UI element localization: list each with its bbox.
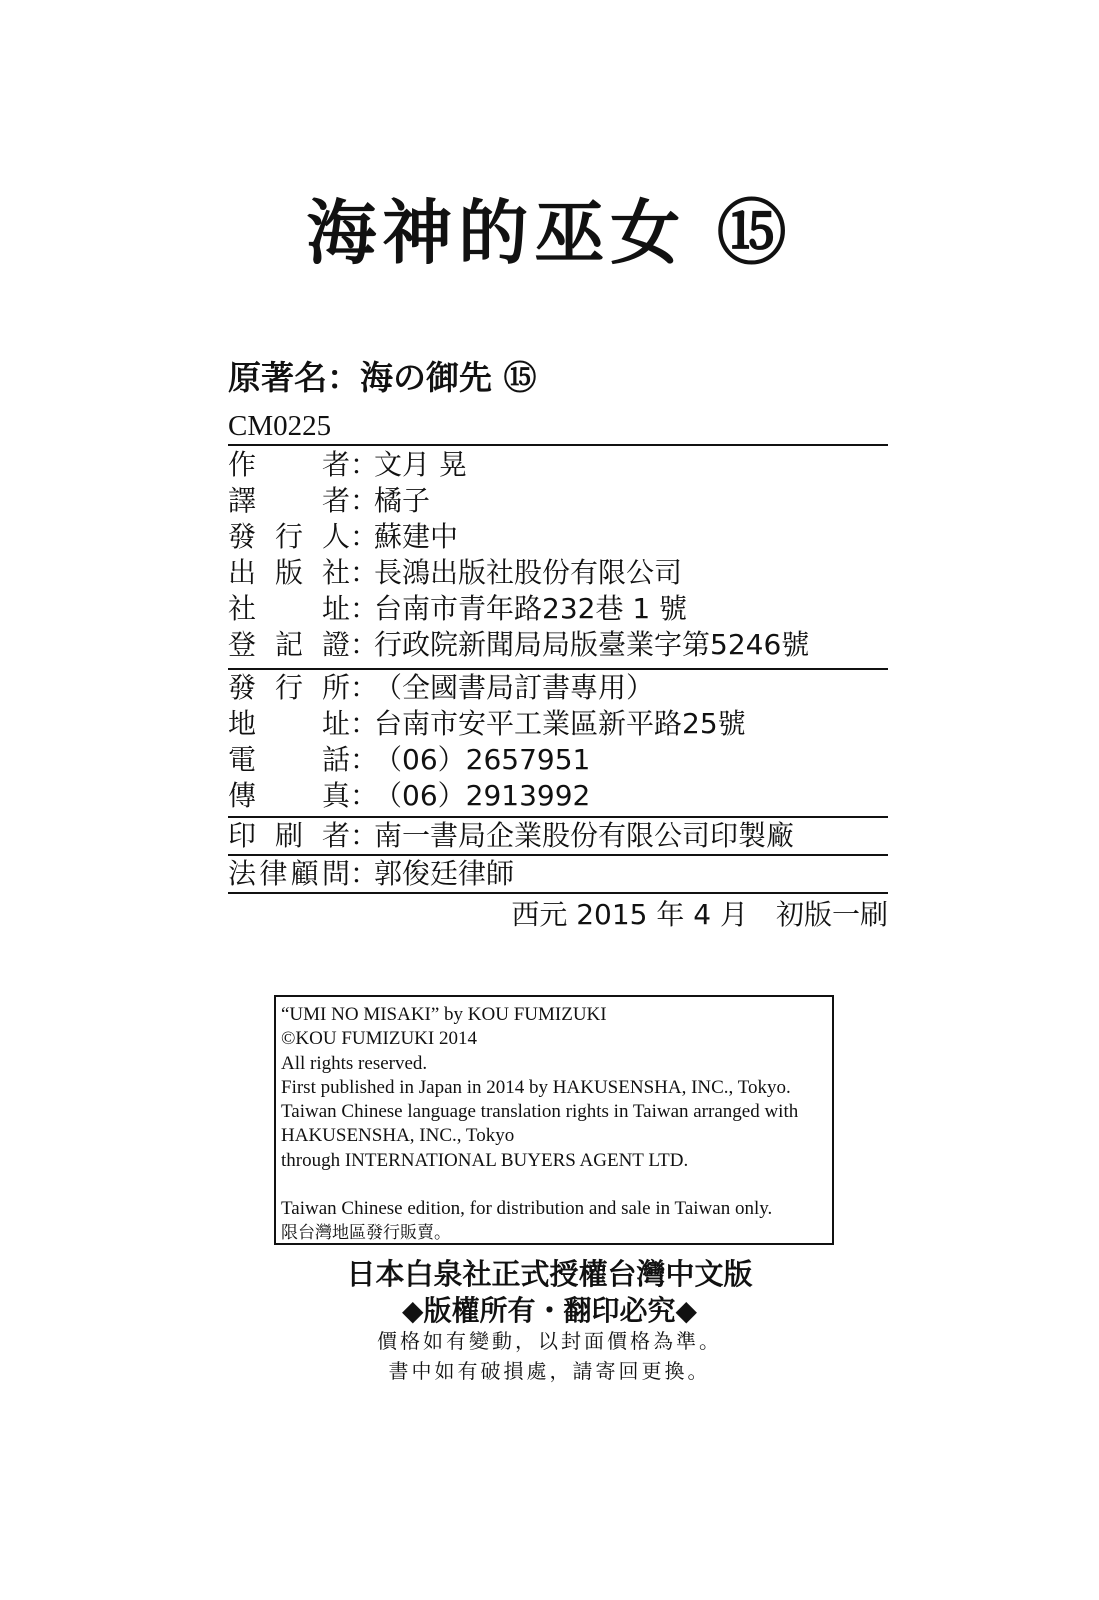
info-row bbox=[228, 555, 888, 591]
info-label-char: 作 bbox=[228, 448, 257, 481]
catalog-code: CM0225 bbox=[228, 408, 888, 446]
info-label-char: 問 bbox=[321, 857, 350, 890]
info-label-char: 地 bbox=[228, 707, 257, 740]
publisher-info-group bbox=[228, 447, 888, 663]
authorization-statement: 日本白泉社正式授權台灣中文版 bbox=[346, 1257, 753, 1291]
info-row bbox=[228, 818, 888, 854]
copyright-line: ©KOU FUMIZUKI 2014 bbox=[281, 1028, 477, 1050]
info-colon: ： bbox=[350, 779, 379, 812]
info-label-char: 證 bbox=[321, 628, 350, 661]
copyright-line: 限台灣地區發行販賣。 bbox=[281, 1223, 451, 1244]
info-label bbox=[228, 555, 350, 591]
info-row bbox=[228, 742, 888, 778]
info-row bbox=[228, 778, 888, 814]
info-label-char: 律 bbox=[259, 857, 288, 890]
info-value: （全國書局訂書專用） bbox=[374, 671, 655, 704]
info-label bbox=[228, 591, 350, 627]
book-title: 海神的巫女 ⑮ bbox=[306, 192, 793, 274]
info-value: （06）2657951 bbox=[374, 743, 591, 776]
info-value: 長鴻出版社股份有限公司 bbox=[374, 556, 683, 589]
info-value: 郭俊廷律師 bbox=[374, 857, 515, 890]
info-label bbox=[228, 778, 350, 814]
info-label-char: 人 bbox=[321, 520, 350, 553]
info-label bbox=[228, 706, 350, 742]
legal-info-group bbox=[228, 854, 888, 894]
copyright-line: through INTERNATIONAL BUYERS AGENT LTD. bbox=[281, 1149, 689, 1171]
info-label-char: 登 bbox=[228, 628, 257, 661]
info-colon: ： bbox=[350, 628, 379, 661]
info-label-char: 印 bbox=[228, 819, 257, 852]
copyright-line: All rights reserved. bbox=[281, 1052, 428, 1074]
info-label-char: 顧 bbox=[290, 857, 319, 890]
info-row bbox=[228, 856, 888, 892]
rights-reserved: ◆版權所有・翻印必究◆ bbox=[401, 1294, 698, 1327]
info-label-char: 者 bbox=[321, 448, 350, 481]
copyright-notice-box bbox=[274, 995, 834, 1245]
info-label bbox=[228, 627, 350, 663]
info-label-char: 行 bbox=[274, 520, 303, 553]
info-label-char: 電 bbox=[228, 743, 257, 776]
info-label bbox=[228, 447, 350, 483]
info-label-char: 址 bbox=[321, 592, 350, 625]
info-label-char: 社 bbox=[321, 556, 350, 589]
info-label-char: 話 bbox=[321, 743, 350, 776]
damage-note: 書中如有破損處，請寄回更換。 bbox=[388, 1359, 711, 1383]
info-label-char: 版 bbox=[274, 556, 303, 589]
info-colon: ： bbox=[350, 671, 379, 704]
info-colon: ： bbox=[350, 448, 379, 481]
info-label-char: 社 bbox=[228, 592, 257, 625]
info-value: （06）2913992 bbox=[374, 779, 591, 812]
info-label bbox=[228, 818, 350, 854]
printer-info-group bbox=[228, 816, 888, 854]
copyright-line bbox=[281, 1173, 832, 1197]
info-colon: ： bbox=[350, 520, 379, 553]
copyright-line: “UMI NO MISAKI” by KOU FUMIZUKI bbox=[281, 1004, 607, 1025]
info-value: 文月 晃 bbox=[374, 448, 467, 481]
info-row bbox=[228, 519, 888, 555]
info-label-char: 法 bbox=[228, 857, 257, 890]
copyright-line: Taiwan Chinese language translation rights in Taiwan arranged with bbox=[281, 1101, 799, 1123]
info-label bbox=[228, 670, 350, 706]
info-label-char: 記 bbox=[274, 628, 303, 661]
info-label-char: 譯 bbox=[228, 484, 257, 517]
info-row bbox=[228, 447, 888, 483]
info-label bbox=[228, 856, 350, 892]
info-label bbox=[228, 519, 350, 555]
info-colon: ： bbox=[350, 857, 379, 890]
info-colon: ： bbox=[350, 819, 379, 852]
info-value: 台南市安平工業區新平路25號 bbox=[374, 707, 746, 740]
original-title: 原著名：海の御先 ⑮ bbox=[228, 358, 537, 397]
info-value: 橘子 bbox=[374, 484, 431, 517]
info-colon: ： bbox=[350, 707, 379, 740]
info-label-char: 者 bbox=[321, 819, 350, 852]
info-label-char: 行 bbox=[274, 671, 303, 704]
info-label-char: 發 bbox=[228, 520, 257, 553]
info-row bbox=[228, 483, 888, 519]
info-row bbox=[228, 706, 888, 742]
info-label-char: 真 bbox=[321, 779, 350, 812]
distributor-info-group bbox=[228, 668, 888, 814]
info-value: 蘇建中 bbox=[374, 520, 459, 553]
info-label-char: 者 bbox=[321, 484, 350, 517]
info-colon: ： bbox=[350, 484, 379, 517]
copyright-line: First published in Japan in 2014 by HAKUSENSHA, INC., Tokyo. bbox=[281, 1076, 791, 1098]
edition-line: 西元 2015 年 4 月 初版一刷 bbox=[511, 898, 888, 931]
price-note: 價格如有變動，以封面價格為準。 bbox=[377, 1329, 722, 1353]
copyright-line: HAKUSENSHA, INC., Tokyo bbox=[281, 1125, 515, 1147]
info-value: 台南市青年路232巷 1 號 bbox=[374, 592, 688, 625]
info-label bbox=[228, 742, 350, 778]
info-colon: ： bbox=[350, 592, 379, 625]
info-label-char: 發 bbox=[228, 671, 257, 704]
info-row bbox=[228, 627, 888, 663]
info-value: 南一書局企業股份有限公司印製廠 bbox=[374, 819, 795, 852]
info-label-char: 址 bbox=[321, 707, 350, 740]
info-colon: ： bbox=[350, 556, 379, 589]
info-label-char: 所 bbox=[321, 671, 350, 704]
info-row bbox=[228, 670, 888, 706]
info-value: 行政院新聞局局版臺業字第5246號 bbox=[374, 628, 810, 661]
info-label-char: 出 bbox=[228, 556, 257, 589]
copyright-line: Taiwan Chinese edition, for distribution and sale in Taiwan only. bbox=[281, 1198, 773, 1220]
info-colon: ： bbox=[350, 743, 379, 776]
info-row bbox=[228, 591, 888, 627]
info-label-char: 刷 bbox=[274, 819, 303, 852]
info-label bbox=[228, 483, 350, 519]
info-label-char: 傳 bbox=[228, 779, 257, 812]
